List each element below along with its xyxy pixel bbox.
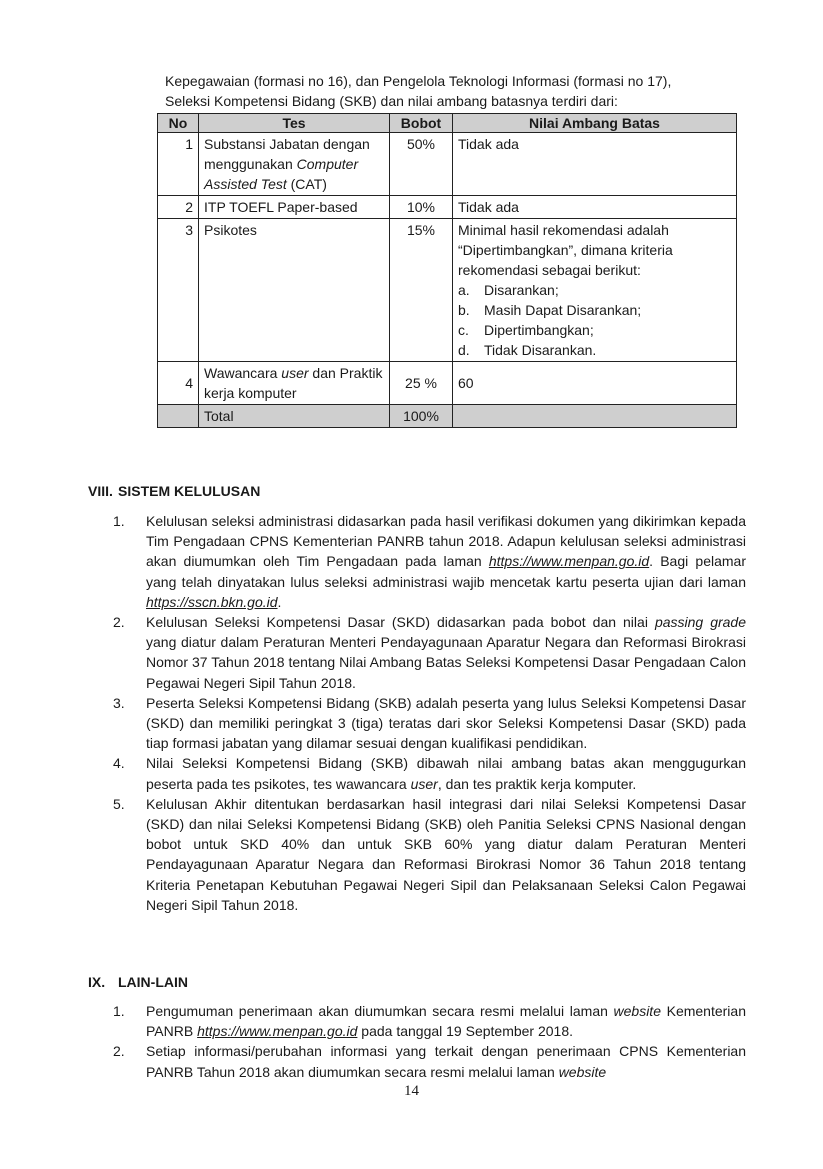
cell-tes: Wawancara user dan Praktik kerja komputer bbox=[199, 362, 390, 405]
cell-tes: Psikotes bbox=[199, 219, 390, 362]
header-no: No bbox=[158, 114, 199, 133]
cell-bobot: 15% bbox=[390, 219, 453, 362]
list-item: 3. Peserta Seleksi Kompetensi Bidang (SKB) adalah peserta yang lulus Seleksi Kompetensi Dasar (SKD) dan memiliki peringkat 3 (tiga) teratas dari skor Seleksi Kompetensi Dasar (SKD) pada tiap formasi jabatan yang dilamar sesuai dengan kualifikasi pendidikan. bbox=[113, 694, 746, 752]
cell-no: 4 bbox=[158, 362, 199, 405]
sscn-link[interactable]: https://sscn.bkn.go.id bbox=[146, 593, 278, 610]
cell-bobot: 10% bbox=[390, 196, 453, 219]
list-item: 4. Nilai Seleksi Kompetensi Bidang (SKB) dibawah nilai ambang batas akan menggugurkan peserta pada tes psikotes, tes wawancara user, dan tes praktik kerja komputer. bbox=[113, 755, 746, 792]
cell-nilai bbox=[453, 219, 737, 362]
cell-bobot: 25 % bbox=[390, 362, 453, 405]
cell-tes: ITP TOEFL Paper-based bbox=[199, 196, 390, 219]
nilai-text: Minimal hasil rekomendasi adalah “Dipertimbangkan”, dimana kriteria rekomendasi sebagai berikut: bbox=[458, 222, 673, 278]
table-header-row bbox=[158, 114, 737, 133]
cell-nilai: 60 bbox=[453, 362, 737, 405]
section-8-title: VIII. SISTEM KELULUSAN bbox=[88, 483, 261, 499]
cell-bobot: 50% bbox=[390, 133, 453, 196]
section-9-list bbox=[113, 1001, 746, 1082]
cell-tes: Substansi Jabatan dengan menggunakan Computer Assisted Test (CAT) bbox=[199, 133, 390, 196]
list-item: 2. Kelulusan Seleksi Kompetensi Dasar (SKD) didasarkan pada bobot dan nilai passing grade yang diatur dalam Peraturan Menteri Pendayagunaan Aparatur Negara dan Reformasi Birokrasi Nomor 37 Tahun 2018 tentang Nilai Ambang Batas Seleksi Kompetensi Dasar Pengadaan Calon Pegawai Negeri Sipil Tahun 2018. bbox=[113, 614, 746, 691]
section-8-list bbox=[113, 511, 746, 915]
cell-no: 3 bbox=[158, 219, 199, 362]
list-item: 1. Kelulusan seleksi administrasi didasarkan pada hasil verifikasi dokumen yang dikirimkan kepada Tim Pengadaan CPNS Kementerian PANRB tahun 2018. Adapun kelulusan seleksi administrasi akan diumumkan oleh Tim Pengadaan pada laman https://www.menpan.go.id. Bagi pelamar yang telah dinyatakan lulus seleksi administrasi wajib mencetak kartu peserta ujian dari laman https://sscn.bkn.go.id. bbox=[113, 513, 746, 610]
header-bobot: Bobot bbox=[390, 114, 453, 133]
header-tes: Tes bbox=[199, 114, 390, 133]
list-item: b. Masih Dapat Disarankan; bbox=[458, 302, 642, 318]
menpan-link[interactable]: https://www.menpan.go.id bbox=[197, 1023, 358, 1040]
table-row bbox=[158, 219, 737, 362]
table-row bbox=[158, 362, 737, 405]
cell-no: 2 bbox=[158, 196, 199, 219]
table-row bbox=[158, 196, 737, 219]
page-number: 14 bbox=[404, 1083, 419, 1099]
list-item: 1. Pengumuman penerimaan akan diumumkan secara resmi melalui laman website Kementerian PANRB https://www.menpan.go.id pada tanggal 19 September 2018. bbox=[113, 1003, 746, 1040]
total-bobot: 100% bbox=[390, 405, 453, 428]
list-item: d. Tidak Disarankan. bbox=[458, 342, 597, 358]
cell-nilai: Tidak ada bbox=[453, 196, 737, 219]
cell-nilai: Tidak ada bbox=[453, 133, 737, 196]
cell-no: 1 bbox=[158, 133, 199, 196]
menpan-link[interactable]: https://www.menpan.go.id bbox=[488, 553, 650, 570]
intro-paragraph bbox=[165, 71, 745, 111]
intro-line-1: Kepegawaian (formasi no 16), dan Pengelola Teknologi Informasi (formasi no 17), bbox=[165, 73, 672, 89]
table-total-row bbox=[158, 405, 737, 428]
list-item: a. Disarankan; bbox=[458, 282, 559, 298]
list-item: 2. Setiap informasi/perubahan informasi yang terkait dengan penerimaan CPNS Kementerian PANRB Tahun 2018 akan diumumkan secara resmi melalui laman website bbox=[113, 1043, 746, 1080]
recommendation-list bbox=[458, 280, 731, 360]
list-item: c. Dipertimbangkan; bbox=[458, 322, 594, 338]
intro-line-2: Seleksi Kompetensi Bidang (SKB) dan nilai ambang batasnya terdiri dari: bbox=[165, 93, 618, 109]
list-item: 5. Kelulusan Akhir ditentukan berdasarkan hasil integrasi dari nilai Seleksi Kompetensi Dasar (SKD) dan nilai Seleksi Kompetensi Bidang (SKB) oleh Panitia Seleksi CPNS Nasional dengan bobot untuk SKD 40% dan untuk SKB 60% yang diatur dalam Peraturan Menteri Pendayagunaan Aparatur Negara dan Reformasi Birokrasi Nomor 36 Tahun 2018 tentang Kriteria Penetapan Kebutuhan Pegawai Negeri Sipil dan Pelaksanaan Seleksi Calon Pegawai Negeri Sipil Tahun 2018. bbox=[113, 795, 746, 913]
section-9-title: IX. LAIN-LAIN bbox=[88, 974, 188, 990]
table-row bbox=[158, 133, 737, 196]
skb-table bbox=[157, 113, 737, 428]
total-label: Total bbox=[199, 405, 390, 428]
header-nilai: Nilai Ambang Batas bbox=[453, 114, 737, 133]
